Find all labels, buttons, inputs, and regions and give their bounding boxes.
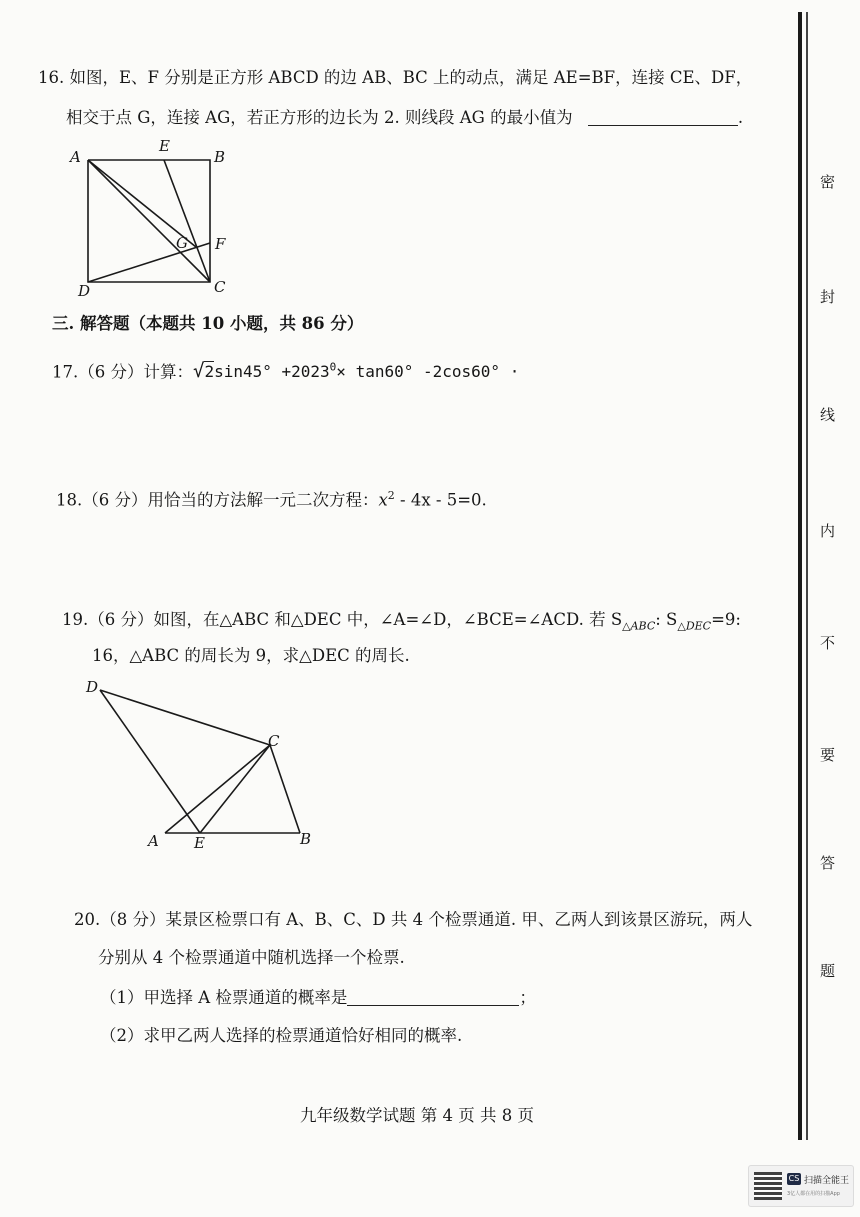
- q16-diagonal-ac: [88, 160, 210, 282]
- q18-exponent: 2: [387, 489, 395, 502]
- scanner-watermark: [748, 1165, 854, 1207]
- q19-segment-ac: [165, 745, 270, 833]
- qr-code-icon: [754, 1172, 782, 1200]
- q17-expression: [193, 362, 519, 381]
- q17-expression-tail: × tan60° -2cos60° ·: [336, 362, 520, 382]
- q19-segment-cb: [270, 745, 300, 833]
- q17-sqrt-radicand: 2: [204, 362, 215, 382]
- q20-part1: [100, 990, 536, 1007]
- q19-label-e: E: [194, 834, 205, 852]
- cs-logo-icon: CS: [788, 1174, 800, 1183]
- margin-char-6: 要: [820, 746, 836, 764]
- q16-label-b: B: [214, 148, 226, 166]
- q16-line2-text: 相交于点 G，连接 AG，若正方形的边长为 2. 则线段 AG 的最小值为: [66, 108, 573, 127]
- q19-line2: 16，△ABC 的周长为 9，求△DEC 的周长.: [92, 646, 410, 665]
- margin-rule-thin: [806, 12, 808, 1140]
- q19-line1: [62, 612, 741, 631]
- q16-label-e: E: [159, 137, 170, 155]
- q16-line1: 16. 如图，E、F 分别是正方形 ABCD 的边 AB、BC 上的动点，满足 AE=BF，连接 CE、DF，: [38, 68, 753, 87]
- margin-char-4: 内: [820, 522, 836, 540]
- q18-prefix: 18.（6 分）用恰当的方法解一元二次方程：: [56, 490, 379, 510]
- margin-char-3: 线: [820, 406, 836, 424]
- page-footer: 九年级数学试题 第 4 页 共 8 页: [300, 1106, 534, 1125]
- q17-expression-main: sin45° +2023: [214, 362, 330, 382]
- q19-sub-dec: △DEC: [677, 619, 712, 633]
- q20-part1-end: ；: [519, 988, 536, 1007]
- q19-segment-dc: [100, 690, 270, 745]
- q20-answer-blank[interactable]: [347, 1005, 519, 1006]
- q17-prefix: 17.（6 分）计算：: [52, 362, 193, 382]
- margin-char-7: 答: [820, 854, 836, 872]
- q19-label-c: C: [268, 732, 280, 750]
- q19-label-b: B: [300, 830, 312, 848]
- q17-line: [52, 362, 519, 381]
- margin-char-1: 密: [820, 173, 836, 191]
- q19-line1-b: : S: [655, 610, 678, 629]
- margin-char-2: 封: [820, 288, 836, 306]
- q16-label-c: C: [214, 278, 226, 296]
- q18-variable: x: [378, 490, 388, 510]
- margin-char-8: 题: [820, 962, 836, 980]
- q16-end-period: .: [737, 108, 744, 127]
- q16-segment-df: [88, 243, 210, 282]
- q19-line1-c: =9:: [711, 610, 741, 629]
- q20-line2: 分别从 4 个检票通道中随机选择一个检票.: [98, 948, 405, 967]
- q16-segment-ce: [164, 160, 210, 282]
- q20-line1: 20.（8 分）某景区检票口有 A、B、C、D 共 4 个检票通道. 甲、乙两人到该景区游玩，两人: [74, 910, 753, 929]
- q16-label-d: D: [78, 282, 91, 300]
- margin-rule-thick: [798, 12, 802, 1140]
- q16-label-g: G: [176, 234, 188, 252]
- q20-part2: （2）求甲乙两人选择的检票通道恰好相同的概率.: [100, 1026, 463, 1045]
- q19-label-a: A: [148, 832, 159, 850]
- q19-line1-a: 19.（6 分）如图，在△ABC 和△DEC 中，∠A=∠D，∠BCE=∠ACD. 若 S: [62, 610, 623, 629]
- q19-segment-de: [100, 690, 200, 833]
- margin-char-5: 不: [820, 634, 836, 652]
- q19-label-d: D: [86, 678, 99, 696]
- q19-sub-abc: △ABC: [622, 619, 656, 633]
- scanner-tagline: 3亿人都在用的扫描App: [787, 1191, 840, 1197]
- q17-exponent: 0: [329, 361, 337, 374]
- section-3-title: 三. 解答题（本题共 10 小题，共 86 分）: [52, 314, 364, 333]
- q19-segment-ec: [200, 745, 270, 833]
- q18-line: [56, 490, 487, 509]
- q18-equation-rest: - 4x - 5=0.: [394, 490, 487, 510]
- q16-label-f: F: [215, 235, 226, 253]
- sqrt-symbol: √: [192, 360, 205, 383]
- q20-part1-text: （1）甲选择 A 检票通道的概率是: [100, 988, 348, 1007]
- scanner-app-name: 扫描全能王: [804, 1176, 850, 1186]
- q16-label-a: A: [70, 148, 81, 166]
